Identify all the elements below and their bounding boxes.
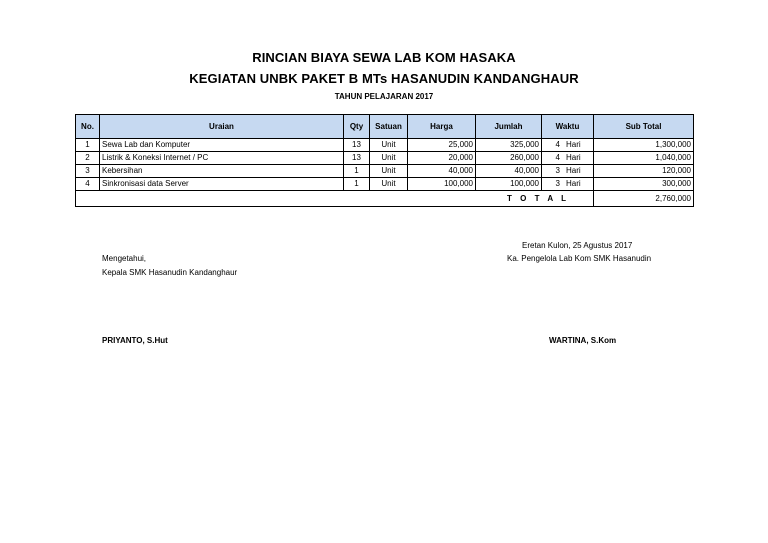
right-signatory-role: Ka. Pengelola Lab Kom SMK Hasanudin (507, 254, 652, 263)
cell-qty: 1 (344, 178, 370, 191)
cell-waktu (542, 139, 594, 152)
cost-table (75, 114, 694, 207)
header-waktu: Waktu (542, 115, 594, 139)
cell-qty: 1 (344, 165, 370, 178)
table-row (76, 165, 694, 178)
right-signatory-name: WARTINA, S.Kom (549, 336, 617, 345)
cell-satuan: Unit (370, 152, 408, 165)
table-row (76, 139, 694, 152)
place-date: Eretan Kulon, 25 Agustus 2017 (522, 241, 633, 250)
cell-harga: 100,000 (408, 178, 476, 191)
waktu-number: 4 (555, 140, 560, 149)
document-subtitle: KEGIATAN UNBK PAKET B MTs HASANUDIN KANDANGHAUR (189, 71, 579, 86)
header-uraian: Uraian (100, 115, 344, 139)
waktu-unit: Hari (566, 153, 581, 162)
total-label-cell (76, 191, 594, 207)
cell-satuan: Unit (370, 165, 408, 178)
header-jumlah: Jumlah (476, 115, 542, 139)
table-row (76, 178, 694, 191)
total-value: 2,760,000 (594, 191, 694, 207)
header-satuan: Satuan (370, 115, 408, 139)
waktu-unit: Hari (566, 166, 581, 175)
waktu-unit: Hari (566, 140, 581, 149)
cell-uraian: Sinkronisasi data Server (100, 178, 344, 191)
cell-jumlah: 40,000 (476, 165, 542, 178)
cell-waktu (542, 152, 594, 165)
cell-subtotal: 120,000 (594, 165, 694, 178)
acknowledged-heading: Mengetahui, (102, 254, 147, 263)
left-signatory-role: Kepala SMK Hasanudin Kandanghaur (102, 268, 238, 277)
cell-uraian: Kebersihan (100, 165, 344, 178)
cell-no: 4 (76, 178, 100, 191)
header-harga: Harga (408, 115, 476, 139)
document-title: RINCIAN BIAYA SEWA LAB KOM HASAKA (252, 50, 516, 65)
header-subtotal: Sub Total (594, 115, 694, 139)
total-row (76, 191, 694, 207)
waktu-number: 3 (555, 179, 560, 188)
cell-uraian: Listrik & Koneksi Internet / PC (100, 152, 344, 165)
cell-harga: 20,000 (408, 152, 476, 165)
cell-qty: 13 (344, 152, 370, 165)
table-row (76, 152, 694, 165)
header-qty: Qty (344, 115, 370, 139)
total-label: T O T A L (507, 193, 569, 203)
cell-jumlah: 325,000 (476, 139, 542, 152)
table-header-row (76, 115, 694, 139)
cell-jumlah: 100,000 (476, 178, 542, 191)
cell-waktu (542, 178, 594, 191)
cell-harga: 25,000 (408, 139, 476, 152)
cell-subtotal: 1,040,000 (594, 152, 694, 165)
waktu-unit: Hari (566, 179, 581, 188)
cell-no: 2 (76, 152, 100, 165)
cell-subtotal: 300,000 (594, 178, 694, 191)
cell-waktu (542, 165, 594, 178)
cell-no: 3 (76, 165, 100, 178)
cell-subtotal: 1,300,000 (594, 139, 694, 152)
waktu-number: 4 (555, 153, 560, 162)
waktu-number: 3 (555, 166, 560, 175)
cell-satuan: Unit (370, 178, 408, 191)
cell-harga: 40,000 (408, 165, 476, 178)
left-signatory-name: PRIYANTO, S.Hut (102, 336, 168, 345)
document-year: TAHUN PELAJARAN 2017 (334, 92, 434, 101)
cell-uraian: Sewa Lab dan Komputer (100, 139, 344, 152)
cell-satuan: Unit (370, 139, 408, 152)
cell-no: 1 (76, 139, 100, 152)
cell-qty: 13 (344, 139, 370, 152)
cell-jumlah: 260,000 (476, 152, 542, 165)
header-no: No. (76, 115, 100, 139)
